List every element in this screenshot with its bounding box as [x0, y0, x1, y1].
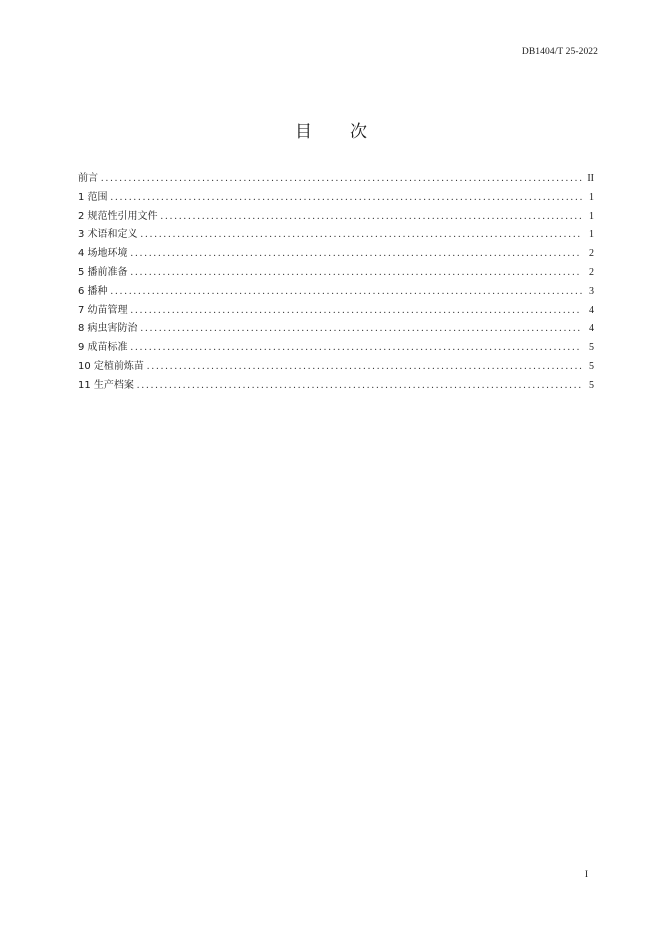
toc-dot-leader [131, 245, 582, 264]
page-number: I [584, 870, 588, 880]
toc-entry-page: 1 [589, 191, 594, 203]
toc-entry-label: 9 成苗标准 [78, 342, 128, 354]
toc-dot-leader [111, 189, 582, 208]
toc-entry-page: 1 [589, 210, 594, 222]
toc-entry-label: 3 术语和定义 [78, 229, 138, 241]
toc-dot-leader [147, 358, 582, 377]
toc-entry[interactable] [78, 358, 594, 377]
toc-entry[interactable] [78, 302, 594, 321]
toc-entry[interactable] [78, 283, 594, 302]
toc-entry[interactable] [78, 208, 594, 227]
toc-entry-label: 5 播前准备 [78, 266, 128, 278]
toc-entry-page: 5 [589, 342, 594, 354]
toc-entry[interactable] [78, 339, 594, 358]
toc-entry-label: 1 范围 [78, 191, 108, 203]
toc-entry-label: 11 生产档案 [78, 379, 134, 391]
toc-dot-leader [161, 208, 582, 227]
toc-entry-label: 4 场地环境 [78, 248, 128, 260]
toc-dot-leader [141, 320, 582, 339]
toc-dot-leader [131, 302, 582, 321]
toc-entry-label: 7 幼苗管理 [78, 304, 128, 316]
toc-title: 目次 [295, 122, 405, 142]
toc-entry-label: 前言 [78, 173, 98, 184]
toc-dot-leader [101, 170, 582, 189]
toc-entry-page: 4 [589, 304, 594, 316]
table-of-contents [78, 170, 594, 396]
toc-entry-label: 10 定植前炼苗 [78, 360, 144, 372]
toc-entry-page: 2 [589, 266, 594, 278]
toc-dot-leader [131, 264, 582, 283]
toc-entry[interactable] [78, 226, 594, 245]
toc-dot-leader [141, 226, 582, 245]
toc-entry-label: 6 播种 [78, 285, 108, 297]
toc-entry-page: 4 [589, 323, 594, 335]
toc-dot-leader [137, 377, 582, 396]
toc-entry[interactable] [78, 320, 594, 339]
toc-entry[interactable] [78, 264, 594, 283]
toc-entry-page: 1 [589, 229, 594, 241]
toc-dot-leader [111, 283, 582, 302]
toc-entry-page: II [587, 173, 594, 184]
toc-entry[interactable] [78, 245, 594, 264]
toc-entry[interactable] [78, 377, 594, 396]
toc-entry-page: 5 [589, 379, 594, 391]
toc-entry-label: 8 病虫害防治 [78, 323, 138, 335]
toc-entry-label: 2 规范性引用文件 [78, 210, 158, 222]
toc-dot-leader [131, 339, 582, 358]
document-code: DB1404/T 25-2022 [521, 47, 598, 57]
toc-entry-page: 3 [589, 285, 594, 297]
toc-entry-page: 2 [589, 248, 594, 260]
toc-entry[interactable] [78, 189, 594, 208]
toc-entry[interactable] [78, 170, 594, 189]
toc-entry-page: 5 [589, 360, 594, 372]
